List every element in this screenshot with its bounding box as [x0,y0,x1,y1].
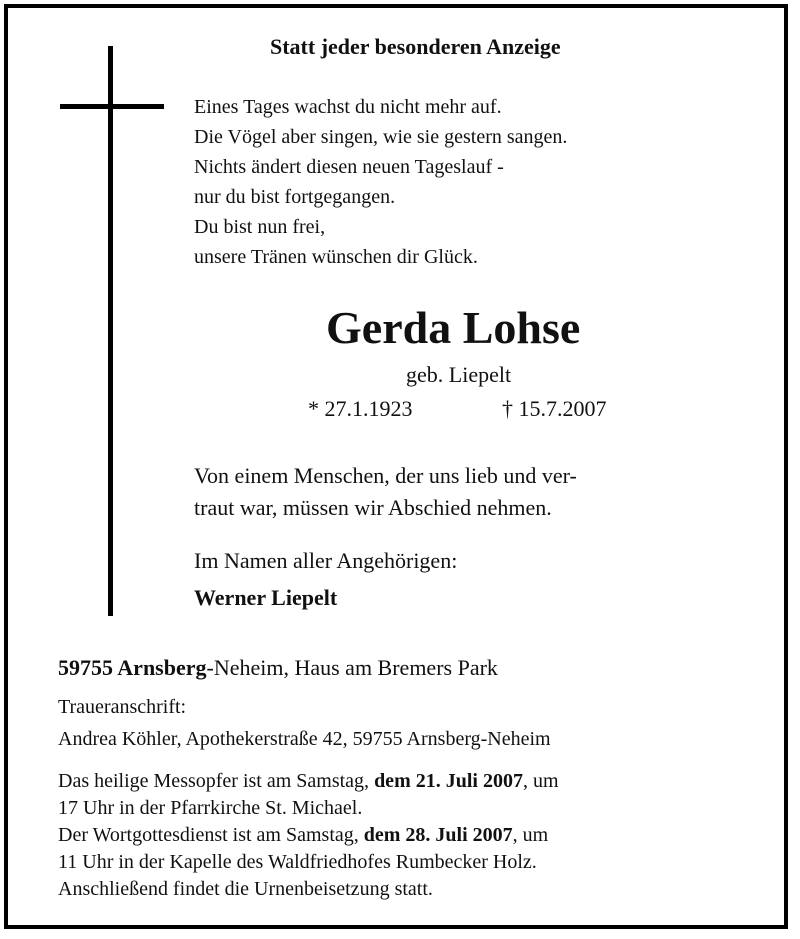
farewell-line: Von einem Menschen, der uns lieb und ver- [194,463,577,488]
cross-icon-bar [60,104,164,109]
location-rest: -Neheim, Haus am Bremers Park [206,655,498,680]
poem-line: Eines Tages wachst du nicht mehr auf. [194,96,502,118]
service-date: dem 21. Juli 2007 [374,770,523,792]
signer-name: Werner Liepelt [194,585,338,610]
service-line: 17 Uhr in der Pfarrkirche St. Michael. [58,797,363,819]
service-text: , um [522,770,559,792]
service-line [58,768,559,795]
cross-icon [108,46,113,616]
farewell-line: traut war, müssen wir Abschied nehmen. [194,495,552,520]
location-line [58,655,498,681]
birth-date: * 27.1.1923 [308,396,413,421]
poem-line: Nichts ändert diesen neuen Tageslauf - [194,156,504,178]
service-text: Das heilige Messopfer ist am Samstag, [58,770,375,792]
poem-line: unsere Tränen wünschen dir Glück. [194,246,478,268]
obituary-frame [4,4,788,929]
service-line: 11 Uhr in der Kapelle des Waldfriedhofes Rumbecker Holz. [58,851,537,873]
location-postal-city: 59755 Arnsberg [58,655,207,680]
service-text: Der Wortgottesdienst ist am Samstag, [58,824,364,846]
poem-line: Du bist nun frei, [194,216,326,238]
address-label: Traueranschrift: [58,696,187,718]
poem [194,92,567,272]
notice-heading: Statt jeder besonderen Anzeige [270,34,561,59]
poem-line: nur du bist fortgegangen. [194,186,396,208]
service-line [58,822,559,849]
poem-line: Die Vögel aber singen, wie sie gestern sangen. [194,126,568,148]
family-intro: Im Namen aller Angehörigen: [194,548,458,573]
death-date: † 15.7.2007 [502,396,607,421]
maiden-name: geb. Liepelt [406,362,512,387]
service-line: Anschließend findet die Urnenbeisetzung statt. [58,878,433,900]
mourning-address: Andrea Köhler, Apothekerstraße 42, 59755 Arnsberg-Neheim [58,728,551,750]
farewell-text [194,460,577,524]
service-date: dem 28. Juli 2007 [363,824,513,846]
deceased-name: Gerda Lohse [326,302,581,353]
service-details [58,768,559,903]
service-text: , um [512,824,549,846]
